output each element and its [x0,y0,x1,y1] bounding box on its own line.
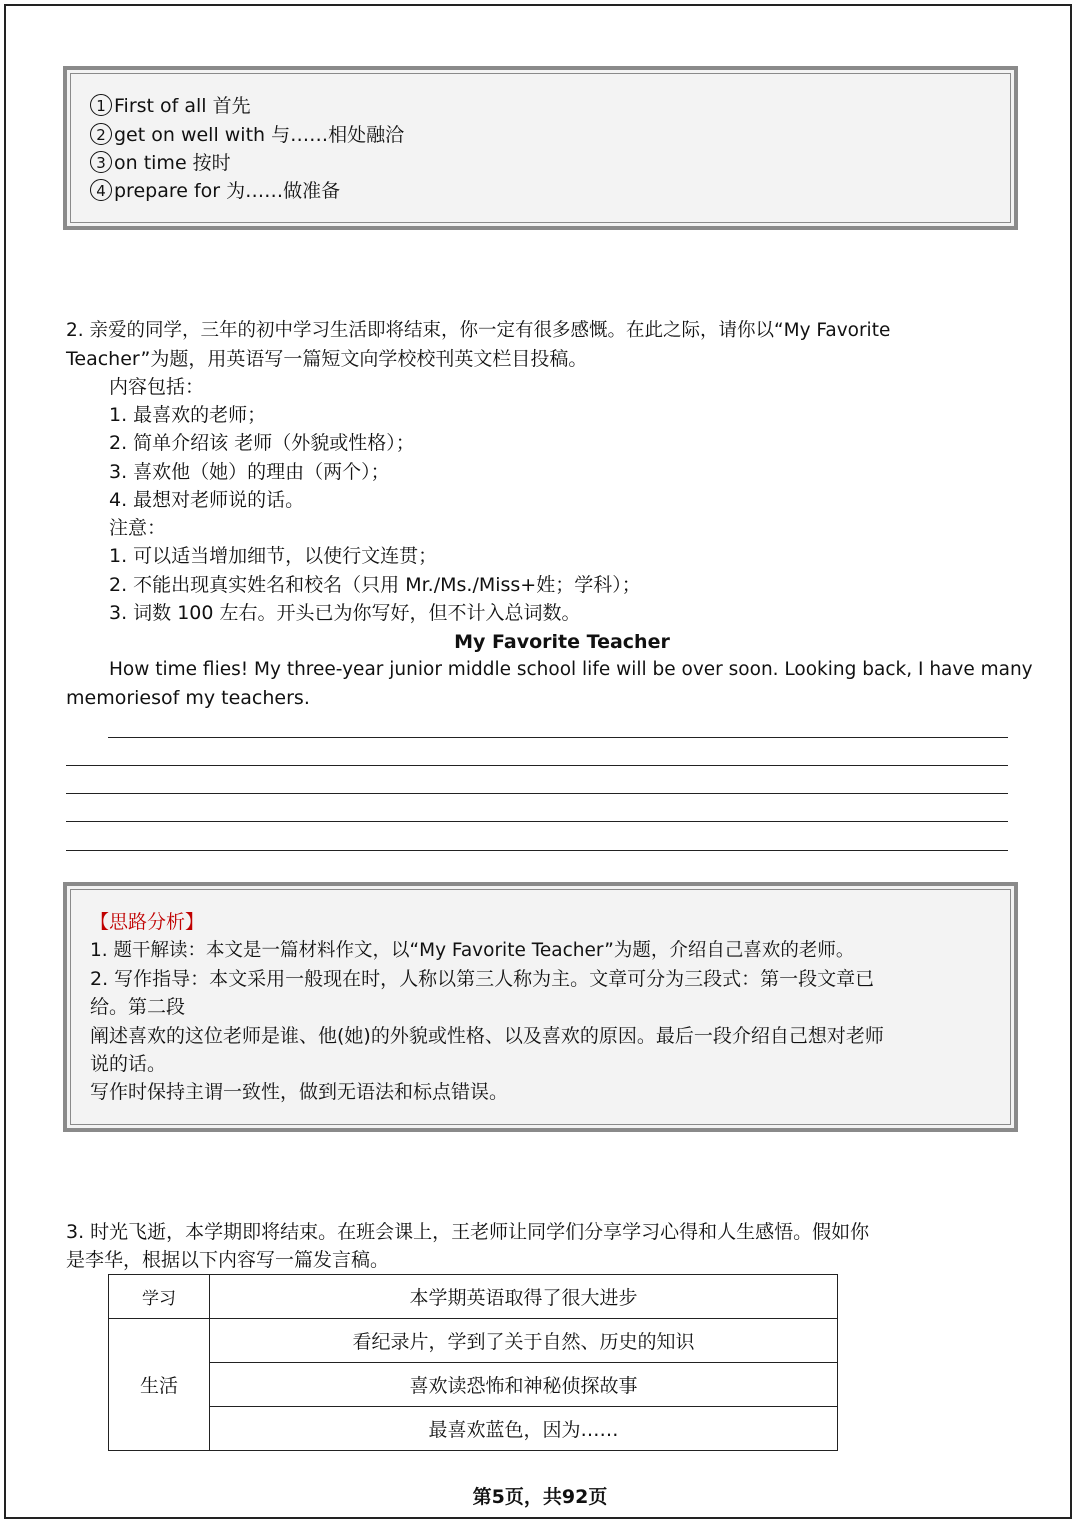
study-label-cell: 学习 [109,1275,210,1319]
analysis-line: 阐述喜欢的这位老师是谁、他(她)的外貌或性格、以及喜欢的原因。最后一段介绍自己想对老师 [90,1025,884,1047]
life-value-cell: 看纪录片，学到了关于自然、历史的知识 [210,1319,838,1363]
life-label-cell: 生活 [109,1319,210,1451]
table-row [109,1319,838,1363]
essay-opening-line2: memoriesof my teachers. [66,687,310,709]
analysis-line: 1. 题干解读：本文是一篇材料作文，以“My Favorite Teacher”为题，介绍自己喜欢的老师。 [90,940,855,961]
notes-item: 2. 不能出现真实姓名和校名（只用 Mr./Ms./Miss+姓；学科）； [109,574,641,596]
notes-item: 3. 词数 100 左右。开头已为你写好，但不计入总词数。 [109,602,581,624]
phrase-text: prepare for 为……做准备 [114,180,341,202]
q2-prompt-line1: 2. 亲爱的同学，三年的初中学习生活即将结束，你一定有很多感慨。在此之际，请你以“My Favorite [66,320,891,341]
writing-line[interactable] [108,737,1008,738]
analysis-line: 给。第二段 [90,996,186,1018]
phrase-text: on time 按时 [114,152,231,174]
q3-info-table [108,1274,838,1451]
content-item: 2. 简单介绍该 老师（外貌或性格）； [109,432,415,454]
table-row [109,1275,838,1319]
table-row [109,1407,838,1451]
circled-number: 1 [90,94,112,116]
q3-prompt-line2: 是李华，根据以下内容写一篇发言稿。 [66,1249,390,1271]
notes-heading: 注意： [109,517,167,539]
writing-line[interactable] [66,793,1008,794]
phrase-item [90,121,404,149]
phrase-text: get on well with 与……相处融洽 [114,124,405,146]
phrase-text: First of all 首先 [114,95,251,117]
content-item: 4. 最想对老师说的话。 [109,489,305,511]
q2-prompt-line2: Teacher”为题，用英语写一篇短文向学校校刊英文栏目投稿。 [66,348,588,370]
phrase-item [90,92,251,120]
study-value-cell: 本学期英语取得了很大进步 [210,1275,838,1319]
content-item: 3. 喜欢他（她）的理由（两个）； [109,461,390,483]
essay-opening-line1: How time flies! My three-year junior middle school life will be over soon. Looking back, I have many [109,659,1033,680]
phrase-item [90,177,340,205]
q3-prompt-line1: 3. 时光飞逝，本学期即将结束。在班会课上，王老师让同学们分享学习心得和人生感悟。假如你 [66,1221,870,1243]
analysis-line: 写作时保持主谓一致性，做到无语法和标点错误。 [90,1081,509,1103]
essay-title: My Favorite Teacher [454,631,670,653]
content-heading: 内容包括： [109,376,205,398]
life-value-cell: 最喜欢蓝色，因为…… [210,1407,838,1451]
content-item: 1. 最喜欢的老师； [109,404,267,426]
circled-number: 3 [90,151,112,173]
phrase-item [90,149,231,177]
analysis-line: 2. 写作指导：本文采用一般现在时，人称以第三人称为主。文章可分为三段式：第一段文章已 [90,968,875,990]
writing-line[interactable] [66,765,1008,766]
page-footer: 第5页，共92页 [472,1486,608,1508]
notes-item: 1. 可以适当增加细节，以使行文连贯； [109,545,438,567]
analysis-heading: 【思路分析】 [90,911,205,933]
analysis-line: 说的话。 [90,1053,167,1075]
table-row [109,1363,838,1407]
life-value-cell: 喜欢读恐怖和神秘侦探故事 [210,1363,838,1407]
circled-number: 4 [90,179,112,201]
writing-line[interactable] [66,850,1008,851]
circled-number: 2 [90,123,112,145]
writing-line[interactable] [66,821,1008,822]
